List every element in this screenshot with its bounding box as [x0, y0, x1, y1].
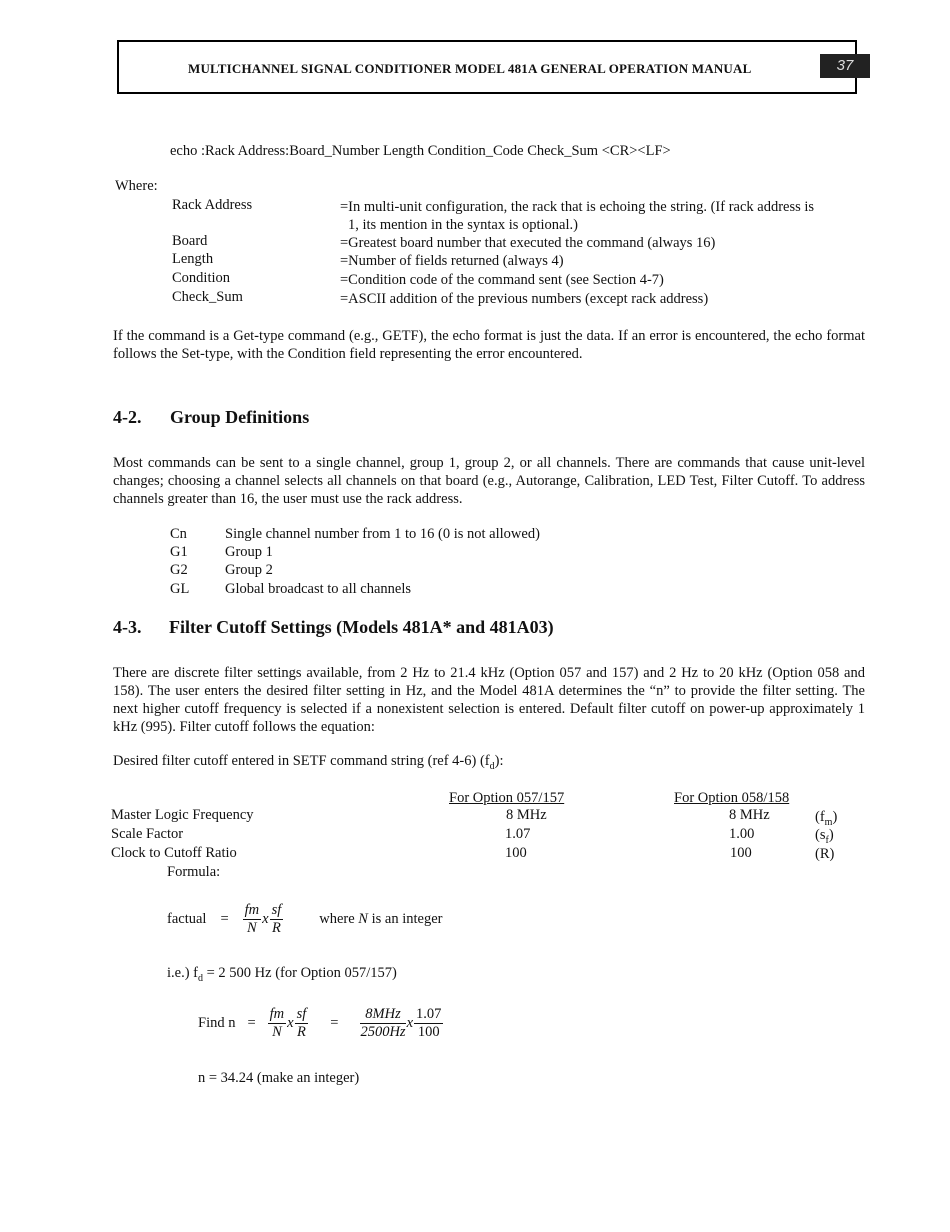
- formula-label: Formula:: [167, 864, 221, 880]
- group-code: G1: [170, 544, 188, 560]
- fraction-8mhz-2500hz: $\frac{\text{8MHz}}{2500Hz}$: [360, 1006, 406, 1040]
- echo-syntax: echo :Rack Address:Board_Number Length Condition_Code Check_Sum <CR><LF>: [170, 143, 671, 159]
- table-row-label: Scale Factor: [111, 826, 184, 842]
- where-def: =ASCII addition of the previous numbers (except rack address): [340, 291, 709, 307]
- example-line: i.e.) $f_d = 2$ 500 Hz (for Option 057/157): [167, 965, 397, 984]
- section-number: 4-3.: [113, 617, 142, 637]
- col-header-058: For Option 058/158: [674, 790, 790, 806]
- group-code: G2: [170, 562, 188, 578]
- where-term: Board: [172, 233, 208, 249]
- formula-equals: =: [247, 1015, 256, 1031]
- where-def: =Greatest board number that executed the command (always 16): [340, 235, 716, 251]
- table-cell: 100: [505, 845, 527, 861]
- table-symbol: $(f_m)$: [815, 809, 838, 828]
- where-def: =Condition code of the command sent (see Section 4-7): [340, 272, 664, 288]
- table-cell: 8 MHz: [729, 807, 770, 823]
- where-term: Length: [172, 251, 214, 267]
- find-label: Find n: [198, 1015, 236, 1031]
- fraction-sf-r: $\frac{sf}{R}$: [296, 1006, 307, 1040]
- n-result-line: n = 34.24 (make an integer): [198, 1070, 360, 1086]
- where-def: =In multi-unit configuration, the rack that is echoing the string. (If rack address is: [340, 199, 815, 215]
- fraction-107-100: $\frac{1.07}{100}$: [416, 1006, 442, 1040]
- col-header-057: For Option 057/157: [449, 790, 565, 806]
- header-title: MULTICHANNEL SIGNAL CONDITIONER MODEL 481A GENERAL OPERATION MANUAL: [188, 61, 752, 76]
- section-number: 4-2.: [113, 407, 142, 427]
- desired-cutoff-line: Desired filter cutoff entered in SETF command string (ref 4-6) $(f_d)$:: [113, 753, 504, 772]
- where-term: Check_Sum: [172, 289, 243, 305]
- where-def: =Number of fields returned (always 4): [340, 253, 564, 269]
- fraction-fm-n: $\frac{fm}{N}$: [244, 902, 260, 936]
- group-desc: Group 2: [225, 562, 273, 578]
- where-def-cont: 1, its mention in the syntax is optional.): [348, 217, 578, 233]
- section-title: Filter Cutoff Settings (Models 481A* and 481A03): [169, 617, 554, 637]
- formula-equals: =: [330, 1015, 339, 1031]
- where-label: Where:: [115, 178, 158, 194]
- table-row-label: Clock to Cutoff Ratio: [111, 845, 237, 861]
- table-cell: 1.07: [505, 826, 531, 842]
- group-desc: Global broadcast to all channels: [225, 581, 412, 597]
- table-row-label: Master Logic Frequency: [111, 807, 254, 823]
- group-code: GL: [170, 581, 190, 597]
- group-code: Cn: [170, 526, 187, 542]
- formula-lhs: factual: [167, 911, 207, 927]
- times-sign: x: [406, 1015, 414, 1031]
- formula-find-n: [198, 1006, 443, 1041]
- section-title: Group Definitions: [170, 407, 310, 427]
- table-symbol: $(s_f)$: [815, 827, 834, 846]
- formula-equals: =: [220, 911, 229, 927]
- where-term: Condition: [172, 270, 231, 286]
- page-number: 37: [820, 54, 870, 78]
- times-sign: x: [287, 1015, 294, 1031]
- table-cell: 8 MHz: [506, 807, 547, 823]
- fraction-sf-r: $\frac{sf}{R}$: [271, 902, 282, 936]
- group-desc: Group 1: [225, 544, 273, 560]
- filter-paragraph: There are discrete filter settings available, from 2 Hz to 21.4 kHz (Option 057 and 157) and 2 Hz to 20 kHz (Option 058 and 158). The user enters the desired filter setting in Hz, and the Model 481A determines the “n” to provide the filter setting. The next higher cutoff frequency is selected if a nonexistent selection is entered. Default filter cutoff on power-up approximately 1 kHz (995). Filter cutoff follows the equation:: [113, 665, 865, 735]
- table-symbol: (R): [815, 846, 835, 862]
- table-cell: 1.00: [729, 826, 755, 842]
- get-type-paragraph: If the command is a Get-type command (e.g., GETF), the echo format is just the data. If an error is encountered, the echo format follows the Set-type, with the Condition field representing the error encountered.: [113, 328, 865, 362]
- where-term: Rack Address: [172, 197, 253, 213]
- table-cell: 100: [730, 845, 752, 861]
- formula-where: where N is an integer: [319, 911, 443, 927]
- fraction-fm-n: $\frac{fm}{N}$: [269, 1006, 285, 1040]
- group-desc: Single channel number from 1 to 16 (0 is not allowed): [225, 526, 540, 542]
- times-sign: x: [262, 911, 269, 927]
- group-paragraph: Most commands can be sent to a single channel, group 1, group 2, or all channels. There are commands that cause unit-level changes; choosing a channel selects all channels on that board (e.g., Autorange, Calibration, LED Test, Filter Cutoff. To address channels greater than 16, the user must use the rack address.: [113, 455, 865, 507]
- formula-factual: [167, 902, 442, 937]
